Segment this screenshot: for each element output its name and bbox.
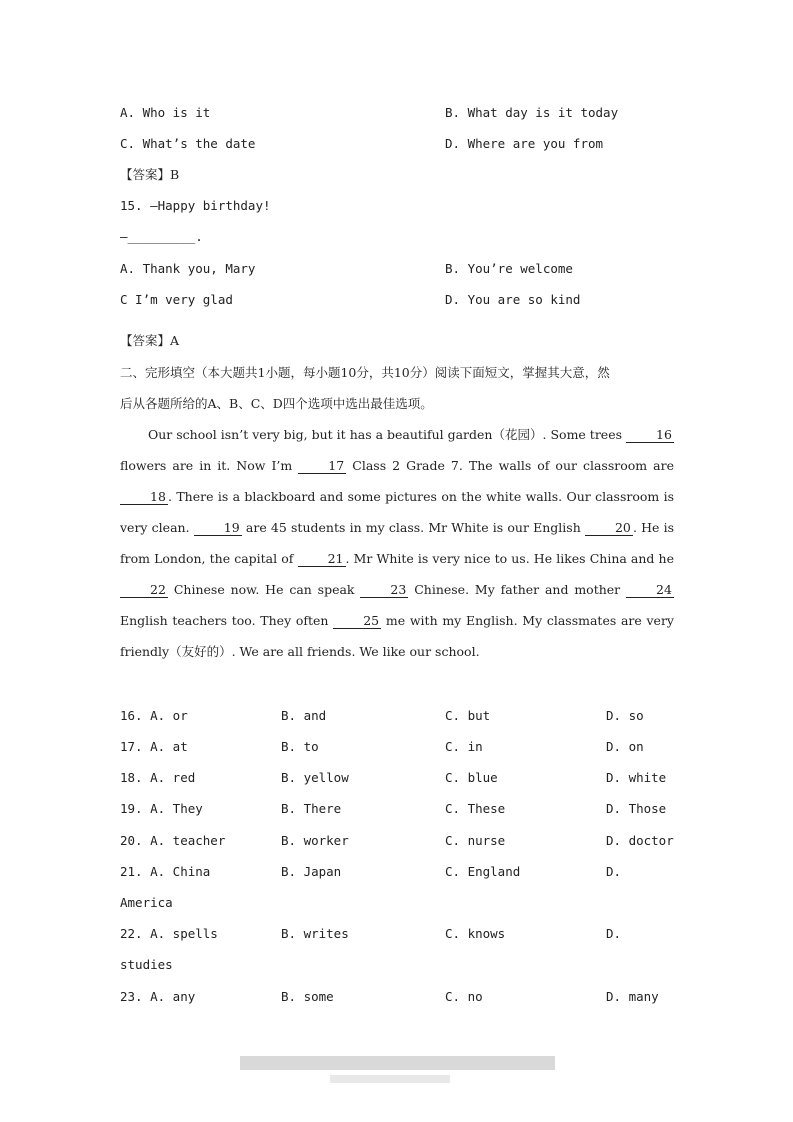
q15-option-d: D. You are so kind bbox=[445, 292, 581, 307]
option-d: D. Those bbox=[606, 801, 667, 816]
q15-option-a: A. Thank you, Mary bbox=[120, 261, 256, 276]
q15-answer: 【答案】A bbox=[120, 333, 180, 348]
passage-text: Our school isn’t very big, but it has a beautiful garden（花园）. Some trees bbox=[148, 427, 626, 442]
option-a: 21. A. China bbox=[120, 864, 211, 879]
option-b: B. some bbox=[281, 989, 334, 1004]
blank-20: 20 bbox=[585, 520, 633, 536]
option-d-wrap: America bbox=[120, 895, 173, 910]
option-a: 20. A. teacher bbox=[120, 833, 226, 848]
option-d: D. bbox=[606, 926, 622, 941]
passage-text: English teachers too. They often bbox=[120, 613, 334, 628]
option-d-wrap: studies bbox=[120, 957, 173, 972]
passage-text: . He is from London, the capital of bbox=[120, 520, 674, 566]
passage-text: are 45 students in my class. Mr White is our English bbox=[241, 520, 585, 535]
option-c: C. in bbox=[445, 739, 483, 754]
option-a: 17. A. at bbox=[120, 739, 188, 754]
q14-answer: 【答案】B bbox=[120, 167, 180, 182]
blank-25: 25 bbox=[333, 613, 381, 629]
section-heading-line1: 二、完形填空（本大题共1小题，每小题10分，共10分）阅读下面短文，掌握其大意，然 bbox=[120, 365, 610, 380]
option-a: 22. A. spells bbox=[120, 926, 218, 941]
footer-watermark bbox=[240, 1056, 555, 1070]
option-d: D. so bbox=[606, 708, 644, 723]
passage-text: flowers are in it. Now I’m bbox=[120, 458, 299, 473]
option-b: B. worker bbox=[281, 833, 349, 848]
option-b: B. yellow bbox=[281, 770, 349, 785]
option-b: B. Japan bbox=[281, 864, 342, 879]
blank-23: 23 bbox=[360, 582, 408, 598]
option-c: C. nurse bbox=[445, 833, 506, 848]
passage-text: Chinese now. He can speak bbox=[168, 582, 361, 597]
option-d: D. bbox=[606, 864, 622, 879]
passage-text: Chinese. My father and mother bbox=[408, 582, 626, 597]
blank-16: 16 bbox=[626, 427, 674, 443]
option-d: D. white bbox=[606, 770, 667, 785]
option-c: C. no bbox=[445, 989, 483, 1004]
blank-19: 19 bbox=[194, 520, 242, 536]
passage-text: me with my English. My classmates are very friendly（友好的）. We are all friends. We like our school. bbox=[120, 613, 674, 659]
q15-question: 15. —Happy birthday! bbox=[120, 198, 271, 213]
option-c: C. These bbox=[445, 801, 506, 816]
option-c: C. England bbox=[445, 864, 521, 879]
option-d: D. doctor bbox=[606, 833, 674, 848]
option-c: C. knows bbox=[445, 926, 506, 941]
option-c: C. blue bbox=[445, 770, 498, 785]
option-b: B. There bbox=[281, 801, 342, 816]
option-a: 23. A. any bbox=[120, 989, 196, 1004]
option-b: B. to bbox=[281, 739, 319, 754]
q15-option-b: B. You’re welcome bbox=[445, 261, 573, 276]
option-a: 18. A. red bbox=[120, 770, 196, 785]
q14-option-c: C. What’s the date bbox=[120, 136, 256, 151]
blank-24: 24 bbox=[626, 582, 674, 598]
q14-option-d: D. Where are you from bbox=[445, 136, 604, 151]
passage-text: Class 2 Grade 7. The walls of our classroom are bbox=[346, 458, 674, 473]
footer-watermark bbox=[330, 1075, 450, 1083]
q15-reply-blank: —_________. bbox=[120, 229, 203, 244]
option-b: B. writes bbox=[281, 926, 349, 941]
q15-option-c: C I’m very glad bbox=[120, 292, 233, 307]
blank-22: 22 bbox=[120, 582, 168, 598]
option-d: D. many bbox=[606, 989, 659, 1004]
option-d: D. on bbox=[606, 739, 644, 754]
blank-18: 18 bbox=[120, 489, 168, 505]
option-a: 16. A. or bbox=[120, 708, 188, 723]
q14-option-b: B. What day is it today bbox=[445, 105, 619, 120]
blank-21: 21 bbox=[298, 551, 346, 567]
option-a: 19. A. They bbox=[120, 801, 203, 816]
section-heading-line2: 后从各题所给的A、B、C、D四个选项中选出最佳选项。 bbox=[120, 396, 433, 411]
cloze-passage bbox=[120, 419, 674, 667]
option-b: B. and bbox=[281, 708, 327, 723]
passage-text: . Mr White is very nice to us. He likes China and he bbox=[345, 551, 674, 566]
q14-option-a: A. Who is it bbox=[120, 105, 211, 120]
option-c: C. but bbox=[445, 708, 491, 723]
blank-17: 17 bbox=[298, 458, 346, 474]
passage-text: . There is a blackboard and some pictures on the white walls. Our classroom is very clean. bbox=[120, 489, 674, 535]
